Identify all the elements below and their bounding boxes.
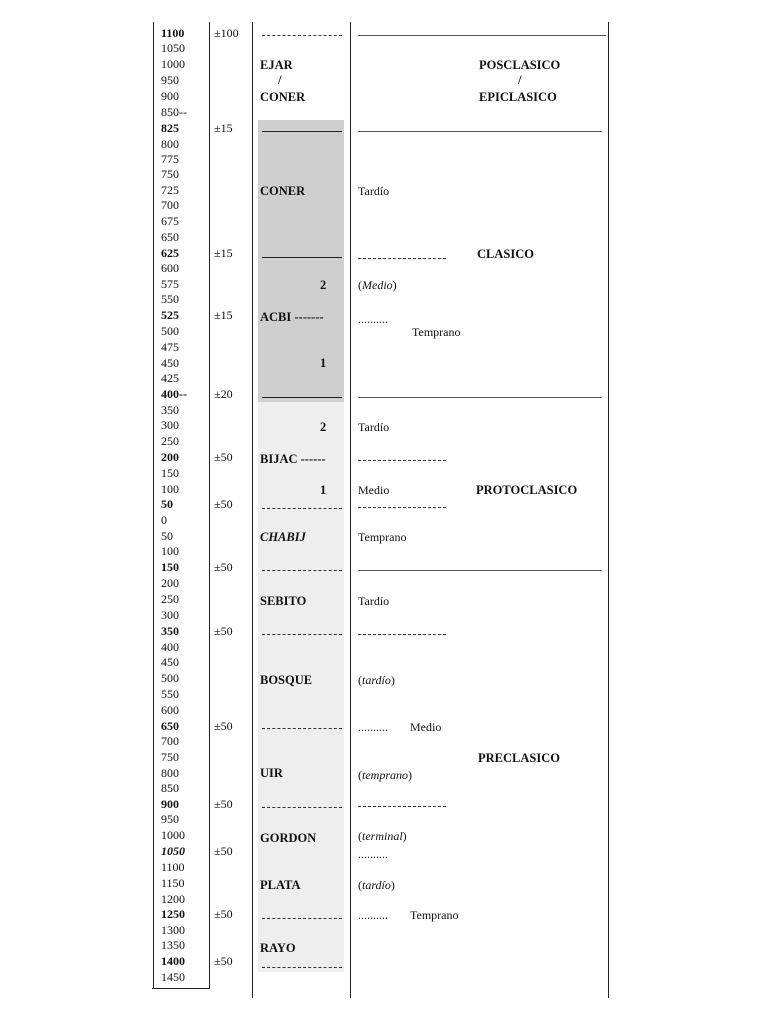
phase-label: PLATA <box>260 878 301 892</box>
subphase-label: .......... <box>358 720 388 734</box>
year-label: 1000 <box>161 57 185 71</box>
phase-label: 2 <box>320 420 327 434</box>
year-label: 750 <box>161 750 179 764</box>
year-label: 550 <box>161 292 179 306</box>
error-margin: ±50 <box>214 907 233 921</box>
phase-label: 2 <box>320 278 327 292</box>
year-label: 1050 <box>161 41 185 55</box>
year-label: 700 <box>161 734 179 748</box>
period-label: PRECLASICO <box>478 751 560 765</box>
phase-label: UIR <box>260 766 283 780</box>
error-margin: ±15 <box>214 121 233 135</box>
year-label: 850-- <box>161 105 187 119</box>
period-boundary-rule <box>358 35 606 36</box>
year-label: 150 <box>161 560 179 574</box>
subphase-label: (tardío) <box>358 878 395 892</box>
year-label: 1000 <box>161 828 185 842</box>
error-margin: ±50 <box>214 624 233 638</box>
year-label: 525 <box>161 308 179 322</box>
error-margin: ±50 <box>214 954 233 968</box>
year-label: 575 <box>161 277 179 291</box>
year-label: 950 <box>161 73 179 87</box>
year-label: 1300 <box>161 923 185 937</box>
column-rule <box>209 22 210 988</box>
phase-label: 1 <box>320 483 327 497</box>
year-label: 250 <box>161 434 179 448</box>
year-label: 1450 <box>161 970 185 984</box>
year-label: 800 <box>161 766 179 780</box>
subphase-label: Medio <box>358 483 390 497</box>
phase-boundary-rule <box>262 570 342 571</box>
year-label: 1050 <box>161 844 185 858</box>
phase-boundary-rule <box>262 918 342 919</box>
error-margin: ±100 <box>214 26 239 40</box>
year-label: 850 <box>161 781 179 795</box>
year-label: 825 <box>161 121 179 135</box>
year-label: 200 <box>161 576 179 590</box>
subphase-boundary-rule <box>358 460 446 461</box>
subphase-label: Tardío <box>358 594 390 608</box>
subphase-boundary-rule <box>358 634 446 635</box>
phase-boundary-rule <box>262 257 342 258</box>
phase-label: CONER <box>260 90 306 104</box>
error-margin: ±15 <box>214 246 233 260</box>
year-label: 1150 <box>161 876 185 890</box>
column-rule <box>350 22 351 998</box>
year-label: 0 <box>161 513 167 527</box>
period-label: PROTOCLASICO <box>476 483 578 497</box>
year-label: 1250 <box>161 907 185 921</box>
phase-label: CHABIJ <box>260 530 306 544</box>
year-label: 50 <box>161 529 173 543</box>
period-boundary-rule <box>358 570 602 571</box>
subphase-label: Medio <box>410 720 442 734</box>
column-rule <box>153 22 154 988</box>
year-label: 450 <box>161 356 179 370</box>
subphase-label: Tardío <box>358 420 390 434</box>
year-label: 150 <box>161 466 179 480</box>
subphase-label: (temprano) <box>358 768 412 782</box>
period-boundary-rule <box>358 397 602 398</box>
phase-label: SEBITO <box>260 594 307 608</box>
subphase-label: Temprano <box>358 530 407 544</box>
phase-label: EJAR <box>260 58 293 72</box>
year-label: 300 <box>161 418 179 432</box>
phase-boundary-rule <box>262 397 342 398</box>
period-label: EPICLASICO <box>479 90 557 104</box>
error-margin: ±20 <box>214 387 233 401</box>
year-label: 50 <box>161 497 173 511</box>
phase-boundary-rule <box>262 967 342 968</box>
year-label: 900 <box>161 89 179 103</box>
error-margin: ±50 <box>214 797 233 811</box>
subphase-label: Temprano <box>410 908 459 922</box>
subphase-label: (terminal) <box>358 829 407 843</box>
subphase-label: Tardío <box>358 184 390 198</box>
error-margin: ±50 <box>214 844 233 858</box>
period-label: / <box>518 73 522 87</box>
year-label: 500 <box>161 324 179 338</box>
year-label: 400 <box>161 640 179 654</box>
subphase-label: Temprano <box>412 325 461 339</box>
year-label: 700 <box>161 198 179 212</box>
year-label: 600 <box>161 261 179 275</box>
error-margin: ±15 <box>214 308 233 322</box>
subphase-label: (tardío) <box>358 673 395 687</box>
period-boundary-rule <box>358 131 602 132</box>
phase-label: / <box>278 73 282 87</box>
subphase-label: .......... <box>358 312 388 326</box>
year-label: 650 <box>161 719 179 733</box>
year-label: 450 <box>161 655 179 669</box>
year-label: 200 <box>161 450 179 464</box>
phase-boundary-rule <box>262 807 342 808</box>
year-label: 425 <box>161 371 179 385</box>
phase-boundary-rule <box>262 131 342 132</box>
year-label: 1200 <box>161 892 185 906</box>
phase-label: BOSQUE <box>260 673 313 687</box>
year-label: 675 <box>161 214 179 228</box>
year-label: 1400 <box>161 954 185 968</box>
phase-label: CONER <box>260 184 306 198</box>
year-label: 400-- <box>161 387 187 401</box>
year-label: 350 <box>161 403 179 417</box>
year-label: 800 <box>161 137 179 151</box>
year-label: 1100 <box>161 860 185 874</box>
year-label: 725 <box>161 183 179 197</box>
subphase-label: .......... <box>358 847 388 861</box>
subphase-label: .......... <box>358 908 388 922</box>
year-label: 250 <box>161 592 179 606</box>
year-label: 475 <box>161 340 179 354</box>
year-label: 550 <box>161 687 179 701</box>
year-label: 600 <box>161 703 179 717</box>
year-label: 750 <box>161 167 179 181</box>
dated-phase-shading <box>258 120 344 402</box>
year-label: 775 <box>161 152 179 166</box>
column-rule <box>252 22 253 998</box>
year-label: 100 <box>161 482 179 496</box>
subphase-boundary-rule <box>358 507 446 508</box>
column-rule <box>608 22 609 998</box>
phase-label: ACBI ------- <box>260 310 324 324</box>
year-label: 650 <box>161 230 179 244</box>
phase-boundary-rule <box>262 508 342 509</box>
year-label: 350 <box>161 624 179 638</box>
table-bottom-rule <box>152 988 210 989</box>
error-margin: ±50 <box>214 560 233 574</box>
year-label: 500 <box>161 671 179 685</box>
phase-label: BIJAC ------ <box>260 452 326 466</box>
subphase-boundary-rule <box>358 258 446 259</box>
period-label: CLASICO <box>477 247 534 261</box>
phase-label: RAYO <box>260 941 296 955</box>
subphase-boundary-rule <box>358 806 446 807</box>
phase-label: 1 <box>320 356 327 370</box>
phase-label: GORDON <box>260 831 317 845</box>
year-label: 900 <box>161 797 179 811</box>
year-label: 625 <box>161 246 179 260</box>
subphase-label: (Medio) <box>358 278 397 292</box>
error-margin: ±50 <box>214 450 233 464</box>
error-margin: ±50 <box>214 719 233 733</box>
year-label: 950 <box>161 812 179 826</box>
phase-boundary-rule <box>262 634 342 635</box>
year-label: 300 <box>161 608 179 622</box>
year-label: 1350 <box>161 938 185 952</box>
phase-boundary-rule <box>262 35 342 36</box>
period-label: POSCLASICO <box>479 58 561 72</box>
year-label: 100 <box>161 544 179 558</box>
error-margin: ±50 <box>214 497 233 511</box>
phase-boundary-rule <box>262 728 342 729</box>
year-label: 1100 <box>161 26 185 40</box>
